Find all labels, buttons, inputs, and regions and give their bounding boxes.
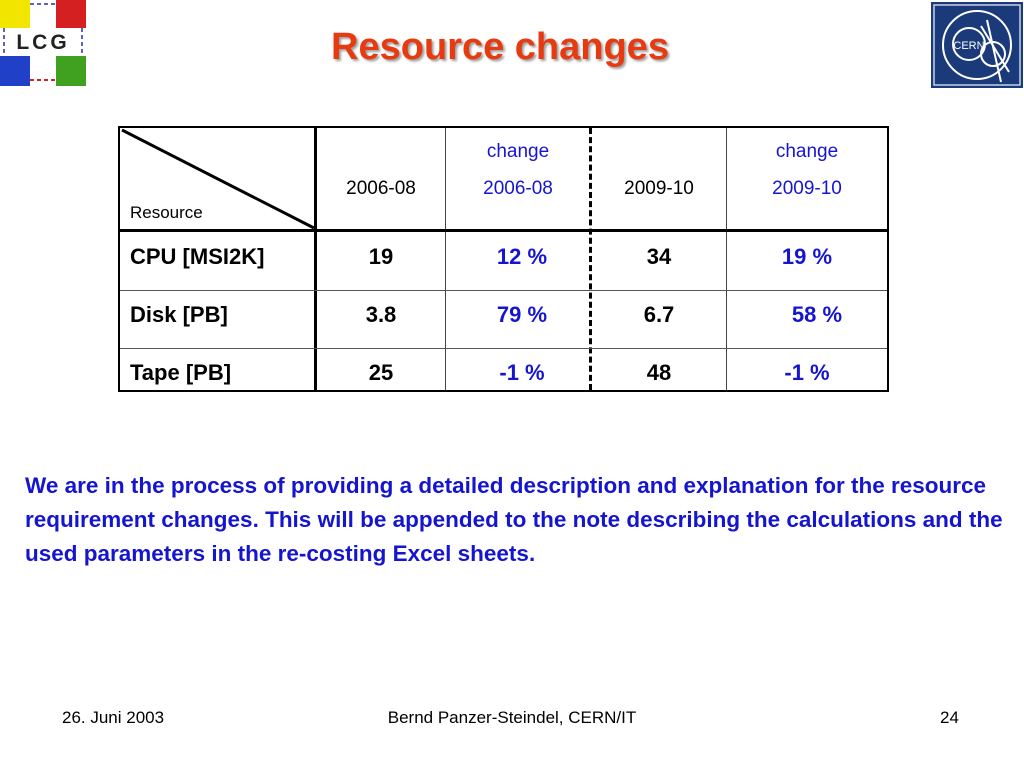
table-cell: 34 [646,244,672,269]
table-cell: 3.8 [365,302,397,327]
table-cell: 25 [368,360,394,385]
resource-table [118,126,889,392]
table-cell: 6.7 [643,302,675,327]
row-label-tape: Tape [PB] [130,360,232,385]
row-label-cpu: CPU [MSI2K] [130,244,265,269]
header-2006-08: 2006-08 [346,178,416,199]
footer-date: 26. Juni 2003 [62,708,165,727]
footer-page-number: 24 [940,708,959,727]
table-cell: 48 [646,360,672,385]
table-divider [120,290,887,291]
table-divider [120,348,887,349]
header-change-top: change [775,141,839,162]
table-cell: -1 % [784,360,830,385]
page-title: Resource changes [331,26,669,68]
corner-label: Resource [130,203,203,222]
footer-author: Bernd Panzer-Steindel, CERN/IT [387,708,637,727]
header-change-2009-10: 2009-10 [772,178,842,199]
table-cell: -1 % [499,360,545,385]
header-change-top: change [486,141,550,162]
header-2009-10: 2009-10 [624,178,694,199]
table-divider [445,128,446,390]
table-cell: 19 [368,244,394,269]
row-label-disk: Disk [PB] [130,302,228,327]
lcg-logo-text: LCG [16,31,70,54]
table-cell: 12 % [496,244,548,269]
header-change-2006-08: 2006-08 [483,178,553,199]
table-cell: 19 % [781,244,833,269]
cern-logo-text: CERN [953,40,985,52]
table-cell: 79 % [496,302,548,327]
description-paragraph: We are in the process of providing a detailed description and explanation for the resource requirement changes. This will be appended to the note describing the calculations and the used parameters in the re-costing Excel sheets. [25,473,1003,566]
table-cell: 58 % [791,302,843,327]
